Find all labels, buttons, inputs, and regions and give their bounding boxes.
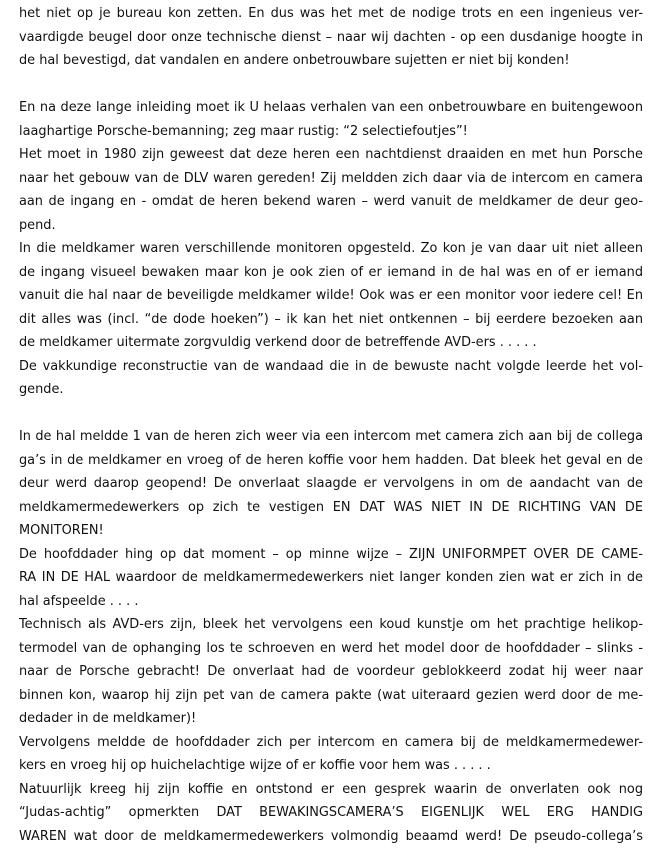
document-page bbox=[19, 2, 643, 848]
text-line: RA IN DE HAL waardoor de meldkamermedewerkers niet langer konden zien wat er zich in de bbox=[19, 566, 643, 590]
text-line: “Judas-achtig” opmerkten DAT BEWAKINGSCAMERA’S EIGENLIJK WEL ERG HANDIG bbox=[19, 801, 643, 825]
paragraph bbox=[19, 2, 643, 73]
text-line: het niet op je bureau kon zetten. En dus was het met de nodige trots en een ingenieus ver- bbox=[19, 2, 643, 26]
paragraph bbox=[19, 731, 643, 778]
text-line: gende. bbox=[19, 378, 643, 402]
text-line: dedader in de meldkamer)! bbox=[19, 707, 643, 731]
text-line: vaardigde beugel door onze technische dienst – naar wij dachten - op een dusdanige hoogte in bbox=[19, 26, 643, 50]
text-line: laaghartige Porsche-bemanning; zeg maar rustig: “2 selectiefoutjes”! bbox=[19, 120, 643, 144]
text-line: In die meldkamer waren verschillende monitoren opgesteld. Zo kon je van daar uit niet alleen bbox=[19, 237, 643, 261]
paragraph bbox=[19, 96, 643, 143]
text-line: pend. bbox=[19, 214, 643, 238]
text-line: De hoofddader hing op dat moment – op minne wijze – ZIJN UNIFORMPET OVER DE CAME- bbox=[19, 543, 643, 567]
text-line: In de hal meldde 1 van de heren zich weer via een intercom met camera zich aan bij de collega bbox=[19, 425, 643, 449]
paragraph bbox=[19, 237, 643, 355]
paragraph-spacer bbox=[19, 402, 643, 426]
text-line: naar het gebouw van de DLV waren gereden! Zij meldden zich daar via de intercom en camera bbox=[19, 167, 643, 191]
text-line: Vervolgens meldde de hoofddader zich per intercom en camera bij de meldkamermedewer- bbox=[19, 731, 643, 755]
text-line: kers en vroeg hij op huichelachtige wijze of er koffie voor hem was . . . . . bbox=[19, 754, 643, 778]
paragraph bbox=[19, 355, 643, 402]
text-line: de ingang visueel bewaken maar kon je ook zien of er iemand in de hal was en of er iemand bbox=[19, 261, 643, 285]
text-line: De vakkundige reconstructie van de wandaad die in de bewuste nacht volgde leerde het vol- bbox=[19, 355, 643, 379]
text-line: de hal bevestigd, dat vandalen en andere onbetrouwbare sujetten er niet bij konden! bbox=[19, 49, 643, 73]
text-line: hal afspeelde . . . . bbox=[19, 590, 643, 614]
text-line: Technisch als AVD-ers zijn, bleek het vervolgens een koud kunstje om het prachtige helikop- bbox=[19, 613, 643, 637]
text-line: MONITOREN! bbox=[19, 519, 643, 543]
paragraph bbox=[19, 425, 643, 543]
paragraph bbox=[19, 143, 643, 237]
text-line: vanuit die hal naar de beveiligde meldkamer wilde! Ook was er een monitor voor iedere cel! En bbox=[19, 284, 643, 308]
text-line: aan de ingang en - omdat de heren bekend waren – werd vanuit de meldkamer de deur geo- bbox=[19, 190, 643, 214]
text-line: dit alles was (incl. “de dode hoeken”) – ik kan het niet ontkennen – bij eerdere bezoeken aan bbox=[19, 308, 643, 332]
text-line: meldkamermedewerkers op zich te vestigen EN DAT WAS NIET IN DE RICHTING VAN DE bbox=[19, 496, 643, 520]
text-line: ga’s in de meldkamer en vroeg of de heren koffie voor hem hadden. Dat bleek het geval en de bbox=[19, 449, 643, 473]
text-line: binnen kon, waarop hij zijn pet van de camera pakte (wat uiteraard gezien werd door de me- bbox=[19, 684, 643, 708]
text-line: termodel van de ophanging los te schroeven en werd het model door de hoofddader – slinks - bbox=[19, 637, 643, 661]
text-line: Natuurlijk kreeg hij zijn koffie en ontstond er een gesprek waarin de onverlaten ook nog bbox=[19, 778, 643, 802]
paragraph-spacer bbox=[19, 73, 643, 97]
paragraph bbox=[19, 613, 643, 731]
text-line: de meldkamer uitermate zorgvuldig verkend door de betreffende AVD-ers . . . . . bbox=[19, 331, 643, 355]
paragraph bbox=[19, 543, 643, 614]
text-line: WAREN wat door de meldkamermedewerkers volmondig beaamd werd! De pseudo-collega’s bbox=[19, 825, 643, 848]
paragraph bbox=[19, 778, 643, 848]
text-line: Het moet in 1980 zijn geweest dat deze heren een nachtdienst draaiden en met hun Porsche bbox=[19, 143, 643, 167]
text-line: naar de Porsche gebracht! De onverlaat had de voordeur geblokkeerd zodat hij weer naar bbox=[19, 660, 643, 684]
text-line: En na deze lange inleiding moet ik U helaas verhalen van een onbetrouwbare en buitengewoon bbox=[19, 96, 643, 120]
text-line: deur werd daarop geopend! De onverlaat slaagde er vervolgens in om de aandacht van de bbox=[19, 472, 643, 496]
